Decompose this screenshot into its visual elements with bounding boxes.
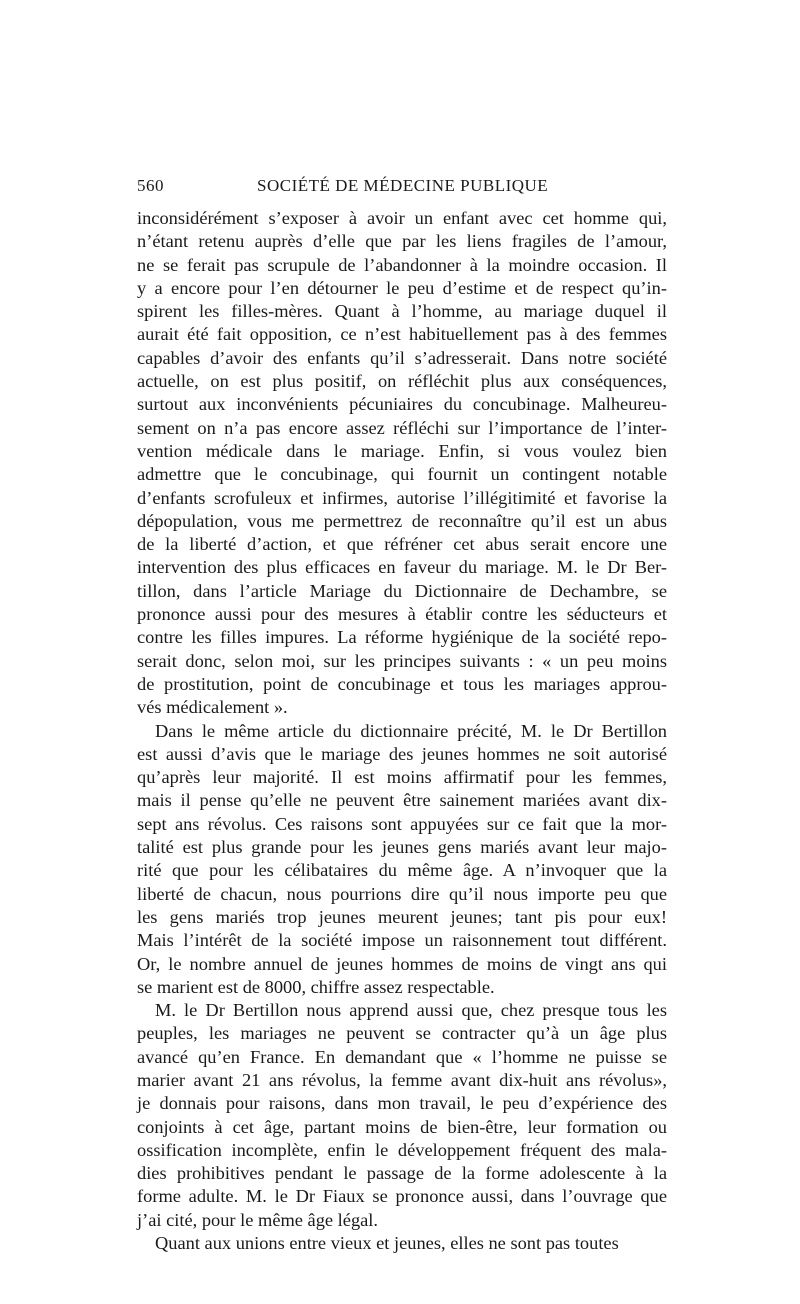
running-title: SOCIÉTÉ DE MÉDECINE PUBLIQUE — [257, 176, 549, 195]
text-line: de prostitution, point de concubinage et tous les mariages approu- — [137, 673, 667, 694]
text-line: j’ai cité, pour le même âge légal. — [137, 1209, 379, 1230]
paragraph — [137, 1232, 667, 1255]
text-line: mais il pense qu’elle ne peuvent être sainement mariées avant dix- — [137, 790, 667, 811]
text-line: liberté de chacun, nous pourrions dire qu’il nous importe peu que — [137, 883, 667, 904]
text-line: sept ans révolus. Ces raisons sont appuyées sur ce fait que la mor- — [137, 813, 667, 834]
body-text — [137, 207, 667, 1255]
text-line: tillon, dans l’article Mariage du Dictionnaire de Dechambre, se — [137, 580, 667, 601]
text-line: inconsidérément s’exposer à avoir un enfant avec cet homme qui, — [137, 208, 667, 228]
text-line: conjoints à cet âge, partant moins de bien-être, leur formation ou — [137, 1116, 667, 1137]
page-number: 560 — [137, 176, 164, 195]
text-line: surtout aux inconvénients pécuniaires du concubinage. Malheureu- — [137, 394, 667, 415]
paragraph — [137, 720, 667, 1000]
text-line: M. le Dr Bertillon nous apprend aussi que, chez presque tous les — [155, 1000, 667, 1021]
text-line: rité que pour les célibataires du même âge. A n’invoquer que la — [137, 860, 667, 881]
text-line: les gens mariés trop jeunes meurent jeunes; tant pis pour eux! — [137, 906, 667, 927]
text-line: se marient est de 8000, chiffre assez respectable. — [137, 976, 495, 997]
text-line: de la liberté d’action, et que réfréner cet abus serait encore une — [137, 534, 667, 555]
text-line: je donnais pour raisons, dans mon travail, le peu d’expérience des — [137, 1093, 667, 1114]
text-line: Or, le nombre annuel de jeunes hommes de moins de vingt ans qui — [137, 953, 667, 974]
text-line: d’enfants scrofuleux et infirmes, autorise l’illégitimité et favorise la — [137, 487, 667, 508]
text-line: Quant aux unions entre vieux et jeunes, elles ne sont pas toutes — [155, 1233, 619, 1254]
text-line: aurait été fait opposition, ce n’est habituellement pas à des femmes — [137, 324, 667, 345]
text-line: serait donc, selon moi, sur les principes suivants : « un peu moins — [137, 650, 667, 671]
text-line: spirent les filles-mères. Quant à l’homme, au mariage duquel il — [137, 301, 667, 322]
text-line: prononce aussi pour des mesures à établir contre les séducteurs et — [137, 604, 667, 625]
text-line: talité est plus grande pour les jeunes gens mariés avant leur majo- — [137, 837, 667, 858]
text-line: Mais l’intérêt de la société impose un raisonnement tout différent. — [137, 930, 667, 951]
text-line: vés médicalement ». — [137, 697, 288, 718]
text-line: Dans le même article du dictionnaire précité, M. le Dr Bertillon — [155, 720, 667, 741]
text-line: est aussi d’avis que le mariage des jeunes hommes ne soit autorisé — [137, 743, 667, 764]
text-line: intervention des plus efficaces en faveur du mariage. M. le Dr Ber- — [137, 557, 667, 578]
text-line: sement on n’a pas encore assez réfléchi sur l’importance de l’inter- — [137, 417, 667, 438]
paragraph — [137, 999, 667, 1232]
text-line: ne se ferait pas scrupule de l’abandonner à la moindre occasion. Il — [137, 254, 667, 275]
paragraph — [137, 207, 667, 720]
text-line: dépopulation, vous me permettrez de reconnaître qu’il est un abus — [137, 510, 667, 531]
text-line: peuples, les mariages ne peuvent se contracter qu’à un âge plus — [137, 1023, 667, 1044]
text-line: marier avant 21 ans révolus, la femme avant dix-huit ans révolus», — [137, 1069, 667, 1090]
text-line: n’étant retenu auprès d’elle que par les liens fragiles de l’amour, — [137, 231, 667, 252]
text-line: ossification incomplète, enfin le développement fréquent des mala- — [137, 1139, 667, 1160]
text-line: forme adulte. M. le Dr Fiaux se prononce aussi, dans l’ouvrage que — [137, 1186, 667, 1207]
text-line: actuelle, on est plus positif, on réfléchit plus aux conséquences, — [137, 371, 667, 392]
text-line: capables d’avoir des enfants qu’il s’adresserait. Dans notre société — [137, 347, 667, 368]
text-line: qu’après leur majorité. Il est moins affirmatif pour les femmes, — [137, 767, 667, 788]
text-line: y a encore pour l’en détourner le peu d’estime et de respect qu’in- — [137, 277, 667, 298]
text-line: avancé qu’en France. En demandant que « l’homme ne puisse se — [137, 1046, 667, 1067]
text-line: vention médicale dans le mariage. Enfin, si vous voulez bien — [137, 440, 667, 461]
text-line: dies prohibitives pendant le passage de la forme adolescente à la — [137, 1163, 667, 1184]
text-line: contre les filles impures. La réforme hygiénique de la société repo- — [137, 627, 667, 648]
text-line: admettre que le concubinage, qui fournit un contingent notable — [137, 464, 667, 485]
